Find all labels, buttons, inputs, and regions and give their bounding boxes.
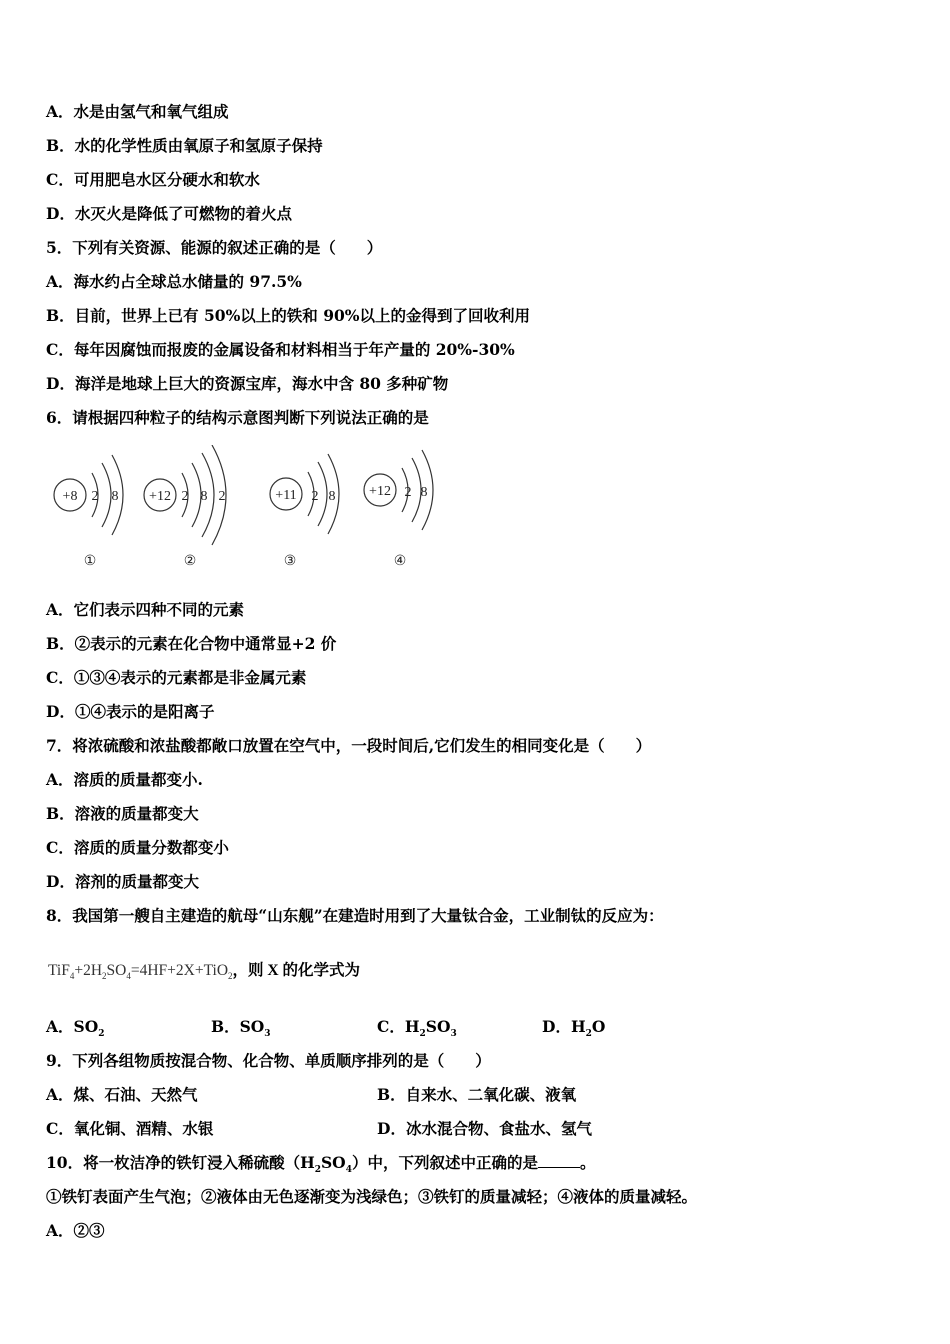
q10-stem: 10．将一枚洁净的铁钉浸入稀硫酸$(H_2SO_4)$中，下列叙述中正确的是 。: [46, 1153, 596, 1176]
q6-option-d: D．①④表示的是阳离子: [46, 702, 215, 721]
atom-3-label: ③: [283, 554, 297, 569]
q7-option-c: C．溶质的质量分数都变小: [46, 838, 229, 857]
atom-2-shell-3: 2: [218, 489, 226, 504]
atom-2-nucleus: +12: [149, 489, 171, 504]
q5-option-b: B．目前，世界上已有 50%以上的铁和 90%以上的金得到了回收利用: [46, 306, 530, 325]
q10-statements: ①铁钉表面产生气泡；②液体由无色逐渐变为浅绿色；③铁钉的质量减轻；④液体的质量减轻。: [46, 1187, 698, 1206]
atom-3-nucleus: +11: [275, 488, 297, 503]
q6-option-c: C．①③④表示的元素都是非金属元素: [46, 668, 307, 687]
q6-option-a: A．它们表示四种不同的元素: [46, 600, 245, 619]
atom-1-label: ①: [83, 554, 97, 569]
q9-option-b: B．自来水、二氧化碳、液氧: [377, 1085, 577, 1104]
atom-1-shell-1: 2: [91, 489, 99, 504]
q8-option-b: B．$SO_3$: [211, 1017, 271, 1040]
q5-option-d: D．海洋是地球上巨大的资源宝库，海水中含 80 多种矿物: [46, 374, 449, 393]
q5-stem: 5．下列有关资源、能源的叙述正确的是（ ）: [46, 238, 383, 257]
q7-option-b: B．溶液的质量都变大: [46, 804, 199, 823]
q10-option-a: A．②③: [46, 1221, 105, 1240]
q8-stem: 8．我国第一艘自主建造的航母“山东舰”在建造时用到了大量钛合金，工业制钛的反应为：: [46, 906, 664, 925]
q8-option-a: A．$SO_2$: [46, 1017, 105, 1040]
atom-4-shell-1: 2: [404, 485, 412, 500]
answer-blank: [538, 1153, 580, 1168]
q9-stem: 9．下列各组物质按混合物、化合物、单质顺序排列的是（ ）: [46, 1051, 491, 1070]
q9-option-d: D．冰水混合物、食盐水、氢气: [377, 1119, 592, 1138]
atom-2-label: ②: [183, 554, 197, 569]
atom-1-shell-2: 8: [111, 489, 119, 504]
atom-1-nucleus: +8: [62, 489, 78, 504]
atomic-structure-diagram: [40, 445, 460, 575]
q5-option-c: C．每年因腐蚀而报废的金属设备和材料相当于年产量的 20%-30%: [46, 340, 515, 359]
q9-option-a: A．煤、石油、天然气: [46, 1085, 198, 1104]
atom-2-shell-1: 2: [181, 489, 189, 504]
q4-option-a: A．水是由氢气和氧气组成: [46, 102, 229, 121]
atom-4-label: ④: [393, 554, 407, 569]
q6-stem: 6．请根据四种粒子的结构示意图判断下列说法正确的是: [46, 408, 429, 427]
q4-option-d: D．水灭火是降低了可燃物的着火点: [46, 204, 292, 223]
q8-option-c: C．$H_2SO_3$: [377, 1017, 457, 1040]
q5-option-a: A．海水约占全球总水储量的 97.5%: [46, 272, 302, 291]
atom-4-shell-2: 8: [420, 485, 428, 500]
q8-option-d: D．$H_2O$: [542, 1017, 606, 1040]
atom-3-shell-1: 2: [311, 489, 319, 504]
q6-option-b: B．②表示的元素在化合物中通常显+2 价: [46, 634, 337, 653]
q8-reaction-formula: $TiF_4+2H_2SO_4=4HF+2X+TiO_2$，则 X 的化学式为: [48, 962, 360, 982]
q7-stem: 7．将浓硫酸和浓盐酸都敞口放置在空气中，一段时间后,它们发生的相同变化是（ ）: [46, 736, 652, 755]
q4-option-c: C．可用肥皂水区分硬水和软水: [46, 170, 260, 189]
q4-option-b: B．水的化学性质由氧原子和氢原子保持: [46, 136, 323, 155]
atom-2-shell-2: 8: [200, 489, 208, 504]
q7-option-a: A．溶质的质量都变小.: [46, 770, 203, 789]
q8-formula-tail: ，则 X 的化学式为: [232, 962, 360, 979]
atom-4-nucleus: +12: [369, 484, 391, 499]
q7-option-d: D．溶剂的质量都变大: [46, 872, 199, 891]
q9-option-c: C．氧化铜、酒精、水银: [46, 1119, 214, 1138]
atom-3-shell-2: 8: [328, 489, 336, 504]
